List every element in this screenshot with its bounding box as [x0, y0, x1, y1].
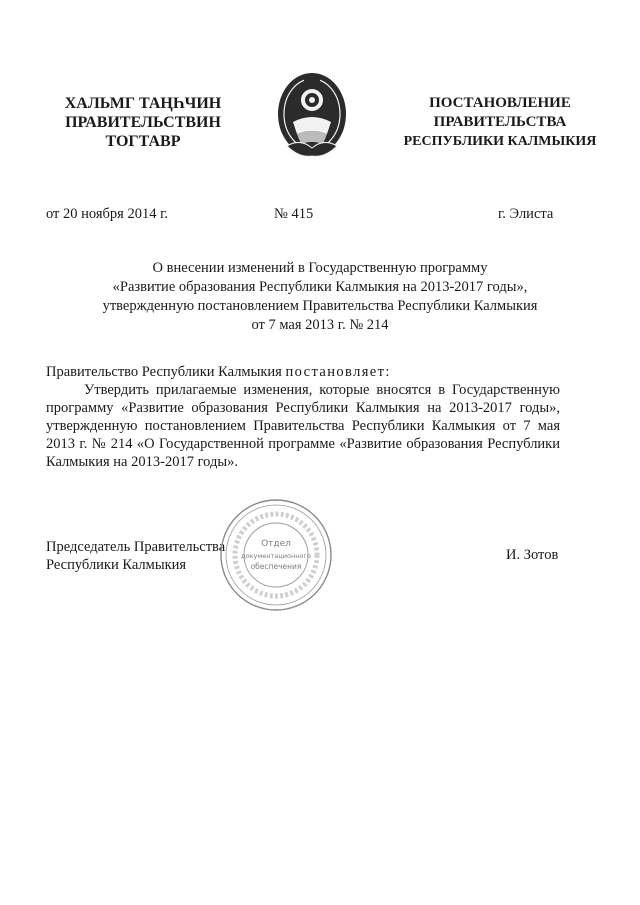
document-city: г. Элиста	[498, 206, 554, 222]
document-body	[46, 363, 560, 471]
signature-title-line-1: Председатель Правительства	[46, 539, 226, 555]
header-russian	[400, 94, 600, 151]
signature-name: И. Зотов	[506, 547, 559, 563]
header-kalmyk-line-3: ТОГТАВР	[105, 133, 181, 150]
coat-of-arms-emblem	[273, 70, 351, 164]
header-kalmyk-line-1: ХАЛЬМГ ТАҢҺЧИН	[64, 95, 222, 112]
document-title	[48, 259, 592, 335]
stamp-line-1: Отдел	[261, 539, 291, 549]
header-kalmyk-line-2: ПРАВИТЕЛЬСТВИН	[65, 114, 221, 131]
title-line-3: утвержденную постановлением Правительства Республики Калмыкия	[102, 298, 538, 314]
header-russian-line-1: ПОСТАНОВЛЕНИЕ	[429, 95, 571, 111]
preamble-text: Правительство Республики Калмыкия	[46, 364, 282, 380]
document-date: от 20 ноября 2014 г.	[46, 206, 169, 222]
header-russian-line-2: ПРАВИТЕЛЬСТВА	[433, 114, 567, 130]
decree-word: постановляет:	[285, 364, 391, 380]
main-paragraph: Утвердить прилагаемые изменения, которые вносятся в Государственную программу «Развитие образования Республики Калмыкия на 2013-2017 годы», утвержденную постановлением Правительства Республики Калмыкия от 7 мая 2013 г. № 214 «О Государственной программе «Развитие образования Республики Калмыкия на 2013-2017 годы».	[46, 382, 560, 470]
document-number: № 415	[274, 206, 314, 222]
title-line-2: «Развитие образования Республики Калмыкия на 2013-2017 годы»,	[112, 279, 528, 295]
official-stamp	[218, 497, 334, 613]
header-russian-line-3: РЕСПУБЛИКИ КАЛМЫКИЯ	[403, 134, 597, 149]
signature-title-line-2: Республики Калмыкия	[46, 557, 187, 573]
stamp-line-3: обеспечения	[250, 562, 302, 571]
signature-title	[46, 538, 225, 574]
stamp-line-2: документационного	[241, 552, 311, 560]
title-line-1: О внесении изменений в Государственную программу	[152, 260, 488, 276]
preamble-paragraph	[46, 363, 560, 381]
title-line-4: от 7 мая 2013 г. № 214	[251, 317, 389, 333]
header-kalmyk	[48, 94, 238, 151]
